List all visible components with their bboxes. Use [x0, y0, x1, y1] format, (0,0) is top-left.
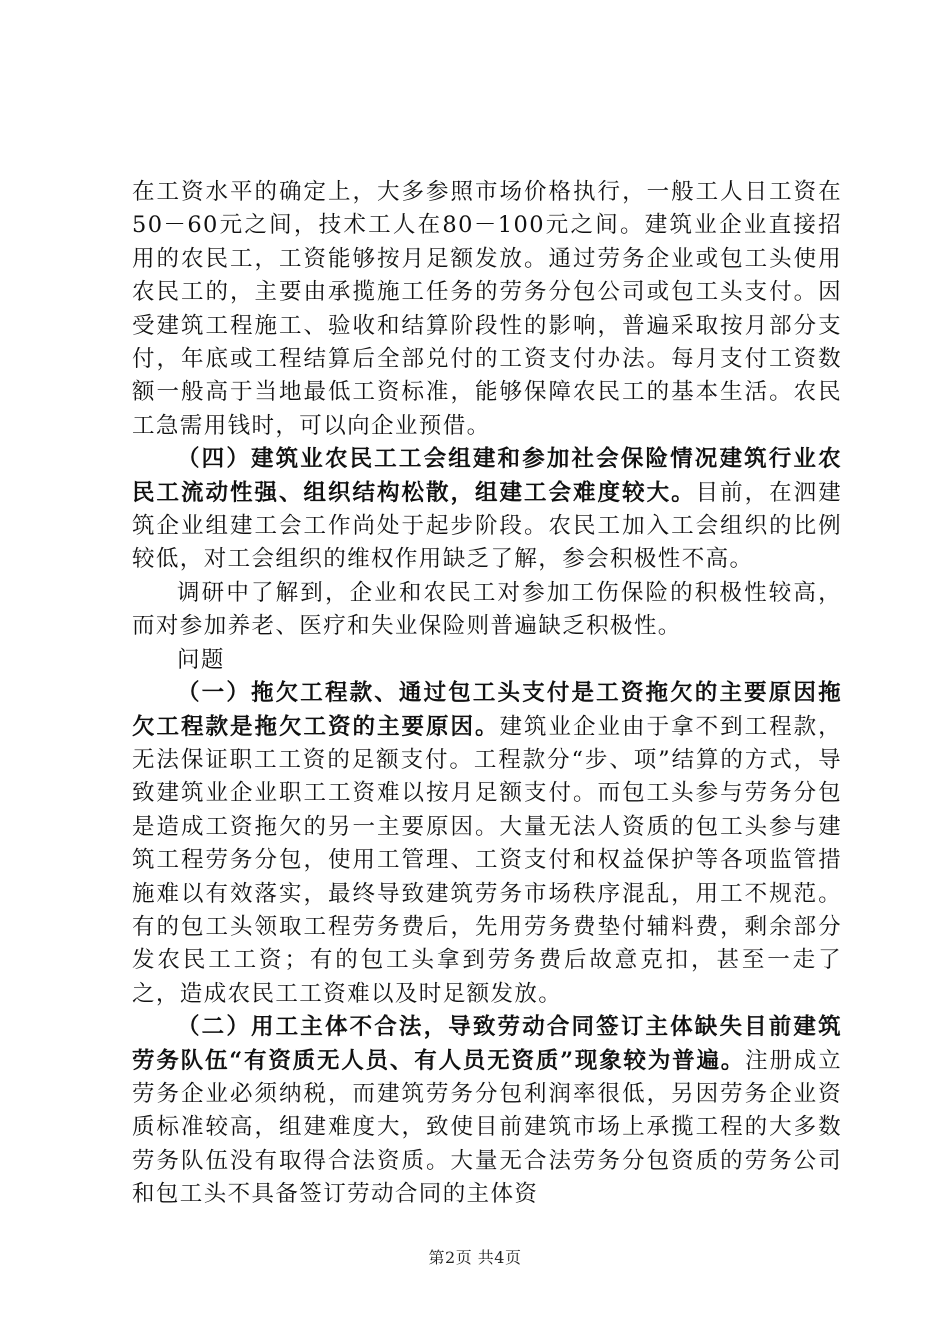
section-heading-one: （一）拖欠工程款、通过包工头支付是工资拖欠的主要原因拖欠工程款是拖欠工资的主要原因。 — [132, 680, 842, 740]
section-title-problems — [132, 644, 842, 677]
paragraph-text: 在工资水平的确定上，大多参照市场价格执行，一般工人日工资在50－60元之间，技术工人在80－100元之间。建筑业企业直接招用的农民工，工资能够按月足额发放。通过劳务企业或包工头使用农民工的，主要由承揽施工任务的劳务分包公司或包工头支付。因受建筑工程施工、验收和结算阶段性的影响，普遍采取按月部分支付，年底或工程结算后全部兑付的工资支付办法。每月支付工资数额一般高于当地最低工资标准，能够保障农民工的基本生活。农民工急需用钱时，可以向企业预借。 — [132, 179, 842, 439]
paragraph-survey — [132, 577, 842, 644]
paragraph-arrears — [132, 677, 842, 1011]
paragraph-text: 注册成立劳务企业必须纳税，而建筑劳务分包利润率很低，另因劳务企业资质标准较高，组建难度大，致使目前建筑市场上承揽工程的大多数劳务队伍没有取得合法资质。大量无合法劳务分包资质的劳务公司和包工头不具备签订劳动合同的主体资 — [132, 1047, 842, 1208]
paragraph-employer-legality — [132, 1011, 842, 1211]
paragraph-wage-level — [132, 176, 842, 443]
section-heading-two: （二）用工主体不合法，导致劳动合同签订主体缺失目前建筑劳务队伍“有资质无人员、有人员无资质”现象较为普遍。 — [132, 1014, 842, 1074]
paragraph-text: 建筑业企业由于拿不到工程款，无法保证职工工资的足额支付。工程款分“步、项”结算的方式，导致建筑业企业职工工资难以按月足额支付。而包工头参与劳务分包是造成工资拖欠的另一主要原因。大量无法人资质的包工头参与建筑工程劳务分包，使用工管理、工资支付和权益保护等各项监管措施难以有效落实，最终导致建筑劳务市场秩序混乱，用工不规范。有的包工头领取工程劳务费后，先用劳务费垫付辅料费，剩余部分发农民工工资；有的包工头拿到劳务费后故意克扣，甚至一走了之，造成农民工工资难以及时足额发放。 — [132, 713, 842, 1007]
section-title-text: 问题 — [177, 646, 225, 673]
paragraph-union-insurance — [132, 443, 842, 577]
document-body — [132, 176, 842, 1212]
paragraph-text: 目前，在泗建筑企业组建工会工作尚处于起步阶段。农民工加入工会组织的比例较低，对工会组织的维权作用缺乏了解，参会积极性不高。 — [132, 479, 842, 573]
section-heading-four: （四）建筑业农民工工会组建和参加社会保险情况建筑行业农民工流动性强、组织结构松散，组建工会难度较大。 — [132, 446, 842, 506]
paragraph-text: 调研中了解到，企业和农民工对参加工伤保险的积极性较高，而对参加养老、医疗和失业保险则普遍缺乏积极性。 — [132, 579, 842, 640]
page-number-footer: 第2页 共4页 — [428, 1248, 522, 1267]
